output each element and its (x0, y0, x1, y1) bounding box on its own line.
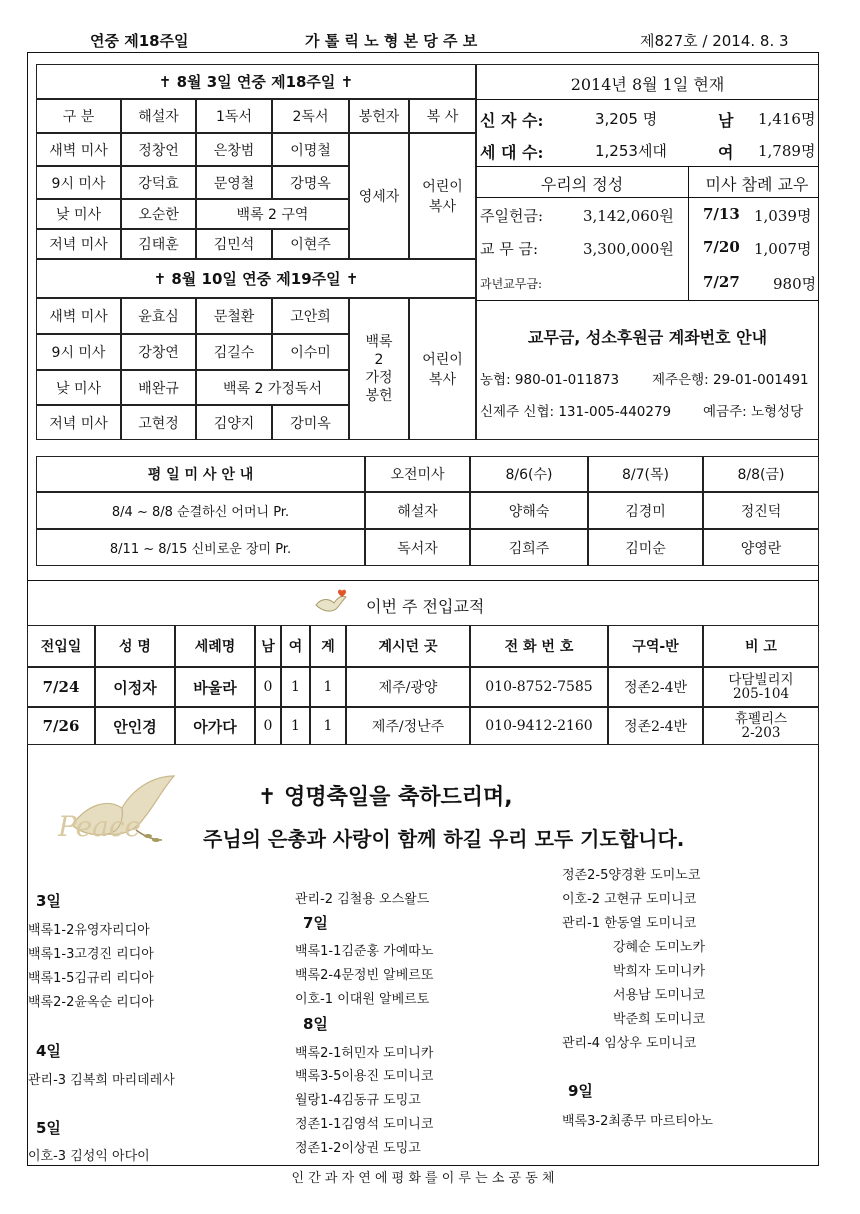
stats-title: 2014년 8월 1일 현재 (570, 75, 725, 94)
d7-name-2: 백록2-4문정빈 알베르또 (295, 968, 434, 983)
w1-r3-c0: 낮 미사 (36, 199, 121, 229)
w1-server: 어린이 복사 (409, 133, 476, 259)
nc-r2-female: 1 (281, 707, 310, 745)
nc-r2-from: 제주/정난주 (346, 707, 470, 745)
c3-name-4: 강혜순 도미노카 (613, 940, 706, 955)
weekday-role-2: 독서자 (365, 529, 470, 566)
w1-r1-c0: 새벽 미사 (36, 133, 121, 166)
members-label: 신 자 수: (480, 111, 544, 130)
nc-r1-female: 1 (281, 667, 310, 707)
nc-col-note: 비 고 (703, 625, 819, 667)
sunday-value: 3,142,060원 (583, 207, 674, 225)
households-label: 세 대 수: (480, 143, 544, 162)
nc-col-total: 계 (310, 625, 346, 667)
weekday-date-1: 8/6(수) (470, 456, 588, 492)
w1-r4-c2: 김민석 (196, 229, 272, 259)
day-8-heading: 8일 (303, 1015, 328, 1033)
c3-name-7: 박준희 도미니코 (613, 1012, 706, 1027)
offering-title: 우리의 정성 (540, 175, 624, 194)
nc-r1-baptism: 바울라 (175, 667, 255, 707)
w1-r1-c2: 은창범 (196, 133, 272, 166)
c3-name-8: 관리-4 임상우 도미니코 (562, 1036, 697, 1051)
dove-heart-icon (312, 587, 352, 617)
nc-r1-total: 1 (310, 667, 346, 707)
w1-r1-c1: 정창언 (121, 133, 196, 166)
w1-r4-c3: 이현주 (272, 229, 349, 259)
logo-text: Peace (58, 810, 142, 843)
day-3-heading: 3일 (36, 892, 61, 910)
w1-r2-c3: 강명옥 (272, 166, 349, 199)
female-label: 여 (718, 143, 734, 162)
nc-r2-name: 안인경 (95, 707, 175, 745)
day-5-heading: 5일 (36, 1119, 61, 1137)
weekday-period-1: 8/4 ~ 8/8 순결하신 어머니 Pr. (36, 492, 365, 529)
nc-r2-total: 1 (310, 707, 346, 745)
nc-col-district: 구역-반 (608, 625, 703, 667)
w2-r4-c3: 강미옥 (272, 405, 349, 440)
week2-title: ✝ 8월 10일 연중 제19주일 ✝ (36, 259, 476, 298)
past-dues-label: 과년교무금: (480, 277, 543, 291)
w2-r2-c3: 이수미 (272, 334, 349, 370)
bulletin-title: 가 톨 릭 노 형 본 당 주 보 (305, 32, 478, 50)
nc-r1-male: 0 (255, 667, 281, 707)
nc-col-baptism: 세례명 (175, 625, 255, 667)
d4-name-1: 관리-3 김복희 마리데레사 (28, 1073, 175, 1088)
nc-r2-note: 휴펠리스 2-203 (703, 707, 819, 745)
nc-col-date: 전입일 (27, 625, 95, 667)
households-value: 1,253세대 (595, 142, 667, 160)
nc-col-phone: 전 화 번 호 (470, 625, 608, 667)
col-server: 복 사 (409, 99, 476, 133)
weekday-r2-n1: 김희주 (470, 529, 588, 566)
c3-name-2: 이호-2 고현규 도미니코 (562, 892, 697, 907)
w1-r3-c1: 오순한 (121, 199, 196, 229)
nc-r2-male: 0 (255, 707, 281, 745)
weekday-role-1: 해설자 (365, 492, 470, 529)
weekday-period-2: 8/11 ~ 8/15 신비로운 장미 Pr. (36, 529, 365, 566)
d8-name-3: 월랑1-4김동규 도밍고 (295, 1093, 421, 1108)
nc-r1-name: 이정자 (95, 667, 175, 707)
day-7-heading: 7일 (303, 914, 328, 932)
w1-r2-c0: 9시 미사 (36, 166, 121, 199)
c3-name-5: 박희자 도미니카 (613, 964, 706, 979)
newcomers-title: 이번 주 전입교적 (366, 597, 485, 616)
w2-r3-c0: 낮 미사 (36, 370, 121, 405)
w2-server: 어린이 복사 (409, 298, 476, 440)
d5-name-1: 이호-3 김성익 아다이 (28, 1149, 150, 1164)
attendance-title: 미사 참례 교우 (705, 175, 809, 194)
d7-name-1: 백록1-1김준홍 가예따노 (295, 944, 434, 959)
day-9-heading: 9일 (568, 1082, 593, 1100)
d3-name-1: 백록1-2유영자리디아 (28, 923, 150, 938)
members-value: 3,205 명 (595, 110, 658, 128)
header-week: 연중 제18주일 (90, 32, 189, 50)
d9-name-1: 백록3-2최종무 마르티아노 (562, 1114, 713, 1129)
w1-r3-c2: 백록 2 구역 (196, 199, 349, 229)
w2-r4-c2: 김양지 (196, 405, 272, 440)
nc-col-female: 여 (281, 625, 310, 667)
att3-count: 980명 (773, 275, 817, 293)
d3-name-3: 백록1-5김규리 리디아 (28, 971, 154, 986)
w2-r4-c1: 고현정 (121, 405, 196, 440)
c2-top-name-1: 관리-2 김철용 오스왈드 (295, 892, 430, 907)
d3-name-4: 백록2-2윤옥순 리디아 (28, 995, 154, 1010)
dues-value: 3,300,000원 (583, 240, 674, 258)
week1-title: ✝ 8월 3일 연중 제18주일 ✝ (36, 64, 476, 99)
nc-col-from: 계시던 곳 (346, 625, 470, 667)
w2-offerer: 백록 2 가정 봉헌 (349, 298, 409, 440)
c3-name-1: 정존2-5양경환 도미노코 (562, 868, 701, 883)
w2-r3-c2: 백록 2 가정독서 (196, 370, 349, 405)
nc-col-male: 남 (255, 625, 281, 667)
weekday-r1-n1: 양해숙 (470, 492, 588, 529)
w2-r1-c3: 고안희 (272, 298, 349, 334)
att2-date: 7/20 (703, 238, 740, 256)
col-commentator: 해설자 (121, 99, 196, 133)
account-holder: 예금주: 노형성당 (703, 404, 804, 420)
weekday-date-2: 8/7(목) (588, 456, 703, 492)
col-reading2: 2독서 (272, 99, 349, 133)
w1-offerer: 영세자 (349, 133, 409, 259)
d8-name-1: 백록2-1허민자 도미니카 (295, 1046, 434, 1061)
w2-r2-c1: 강창연 (121, 334, 196, 370)
nc-r1-date: 7/24 (27, 667, 95, 707)
dues-label: 교 무 금: (480, 240, 539, 258)
nc-r1-note: 다담빌리지 205-104 (703, 667, 819, 707)
c3-name-3: 관리-1 한동열 도미니코 (562, 916, 697, 931)
female-value: 1,789명 (758, 142, 816, 160)
feast-subline: 주님의 은총과 사랑이 함께 하길 우리 모두 기도합니다. (203, 827, 685, 851)
footer-motto: 인 간 과 자 연 에 평 화 를 이 루 는 소 공 동 체 (291, 1171, 555, 1186)
w1-r1-c3: 이명철 (272, 133, 349, 166)
c3-name-6: 서용남 도미니코 (613, 988, 706, 1003)
d8-name-5: 정존1-2이상권 도밍고 (295, 1141, 421, 1156)
w2-r4-c0: 저녁 미사 (36, 405, 121, 440)
col-reading1: 1독서 (196, 99, 272, 133)
nc-r2-date: 7/26 (27, 707, 95, 745)
account-nh: 농협: 980-01-011873 (480, 372, 620, 388)
weekday-title: 평 일 미 사 안 내 (36, 456, 365, 492)
peace-dove-logo (52, 770, 182, 862)
weekday-r1-n2: 김경미 (588, 492, 703, 529)
att3-date: 7/27 (703, 273, 740, 291)
w2-r3-c1: 배완규 (121, 370, 196, 405)
sunday-label: 주일헌금: (480, 207, 544, 225)
weekday-r1-n3: 정진덕 (703, 492, 819, 529)
male-label: 남 (718, 111, 734, 130)
att2-count: 1,007명 (754, 240, 812, 258)
d7-name-3: 이호-1 이대원 알베르토 (295, 992, 430, 1007)
weekday-r2-n3: 양영란 (703, 529, 819, 566)
male-value: 1,416명 (758, 110, 816, 128)
d3-name-2: 백록1-3고경진 리디아 (28, 947, 154, 962)
att1-date: 7/13 (703, 205, 740, 223)
col-category: 구 분 (36, 99, 121, 133)
account-title: 교무금, 성소후원금 계좌번호 안내 (527, 328, 768, 347)
nc-r1-from: 제주/광양 (346, 667, 470, 707)
w2-r1-c1: 윤효심 (121, 298, 196, 334)
weekday-date-3: 8/8(금) (703, 456, 819, 492)
w1-r2-c2: 문영철 (196, 166, 272, 199)
w1-r2-c1: 강덕효 (121, 166, 196, 199)
issue-number: 제827호 / 2014. 8. 3 (640, 32, 789, 50)
w2-r2-c2: 김길수 (196, 334, 272, 370)
nc-r2-phone: 010-9412-2160 (470, 707, 608, 745)
nc-r2-baptism: 아가다 (175, 707, 255, 745)
nc-r1-district: 정존2-4반 (608, 667, 703, 707)
w2-r1-c0: 새벽 미사 (36, 298, 121, 334)
account-shinhyup: 신제주 신협: 131-005-440279 (480, 404, 672, 420)
w1-r4-c1: 김태훈 (121, 229, 196, 259)
att1-count: 1,039명 (754, 207, 812, 225)
weekday-col-morning: 오전미사 (365, 456, 470, 492)
w2-r1-c2: 문철환 (196, 298, 272, 334)
d8-name-4: 정존1-1김영석 도미니코 (295, 1117, 434, 1132)
nc-r1-phone: 010-8752-7585 (470, 667, 608, 707)
col-offerer: 봉헌자 (349, 99, 409, 133)
account-jeju-bank: 제주은행: 29-01-001491 (652, 372, 809, 388)
feast-headline: ✝ 영명축일을 축하드리며, (258, 785, 513, 810)
w2-r2-c0: 9시 미사 (36, 334, 121, 370)
weekday-r2-n2: 김미순 (588, 529, 703, 566)
nc-r2-district: 정존2-4반 (608, 707, 703, 745)
w1-r4-c0: 저녁 미사 (36, 229, 121, 259)
d8-name-2: 백록3-5이용진 도미니코 (295, 1069, 434, 1084)
nc-col-name: 성 명 (95, 625, 175, 667)
day-4-heading: 4일 (36, 1042, 61, 1060)
